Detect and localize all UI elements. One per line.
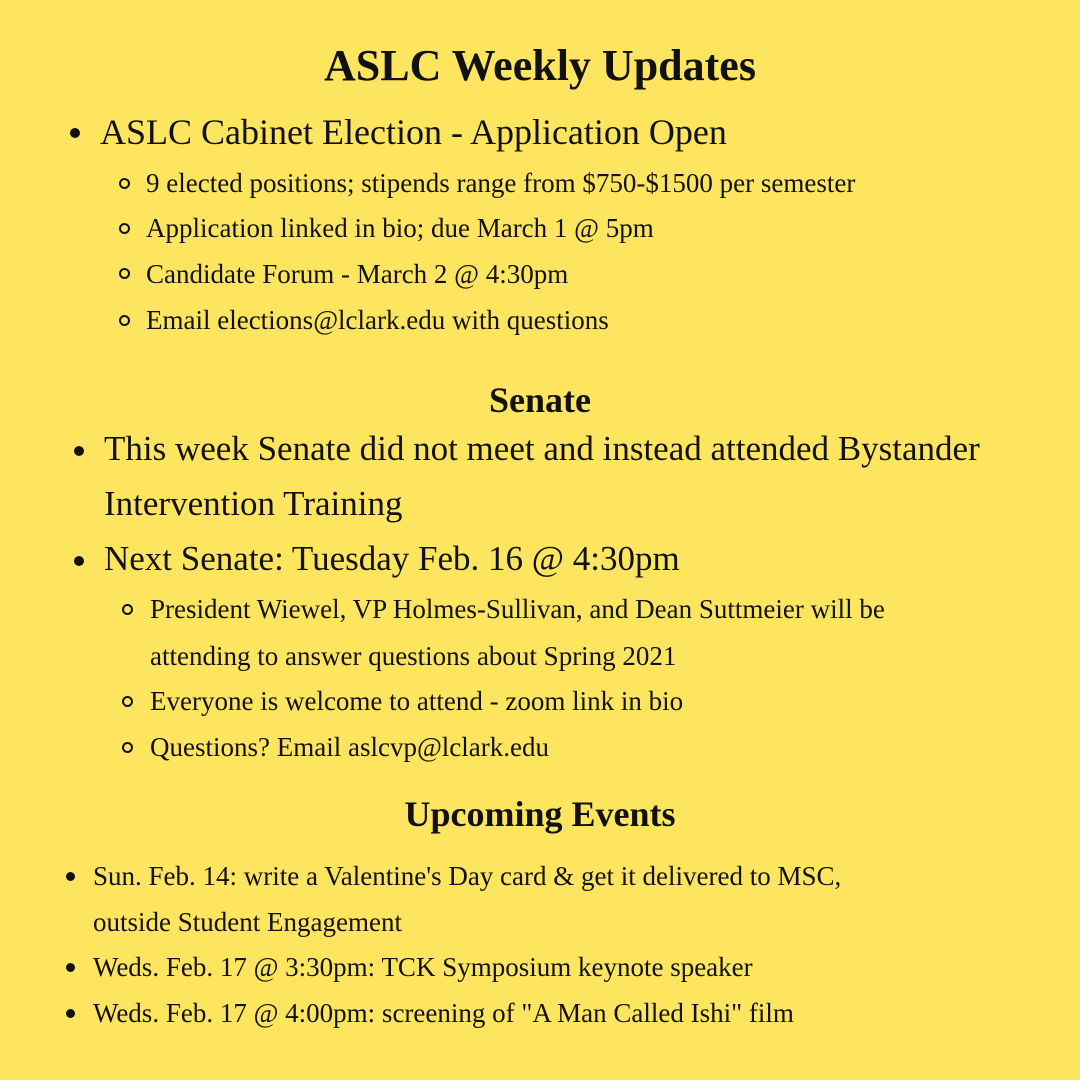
senate-subitem: Everyone is welcome to attend - zoom link in bio bbox=[150, 686, 684, 716]
bullet-icon bbox=[70, 128, 80, 138]
circle-bullet-icon bbox=[119, 178, 130, 189]
senate-subitem: Questions? Email aslcvp@lclark.edu bbox=[150, 732, 550, 762]
event-item-continued: outside Student Engagement bbox=[93, 907, 402, 937]
circle-bullet-icon bbox=[119, 223, 130, 234]
bullet-icon bbox=[74, 446, 84, 456]
circle-bullet-icon bbox=[119, 315, 130, 326]
circle-bullet-icon bbox=[122, 696, 133, 707]
circle-bullet-icon bbox=[119, 268, 130, 279]
bullet-icon bbox=[66, 872, 75, 881]
event-item: Weds. Feb. 17 @ 3:30pm: TCK Symposium keynote speaker bbox=[93, 952, 753, 982]
election-item: Email elections@lclark.edu with questions bbox=[146, 305, 609, 335]
senate-subitem-continued: attending to answer questions about Spring 2021 bbox=[150, 641, 677, 671]
senate-item: Next Senate: Tuesday Feb. 16 @ 4:30pm bbox=[104, 539, 680, 578]
senate-item: This week Senate did not meet and instead attended Bystander bbox=[104, 429, 980, 468]
senate-subitem: President Wiewel, VP Holmes-Sullivan, and Dean Suttmeier will be bbox=[150, 594, 885, 624]
event-item: Sun. Feb. 14: write a Valentine's Day card & get it delivered to MSC, bbox=[93, 861, 842, 891]
election-item: Candidate Forum - March 2 @ 4:30pm bbox=[146, 259, 569, 289]
senate-item-continued: Intervention Training bbox=[104, 484, 403, 523]
election-item: 9 elected positions; stipends range from $750-$1500 per semester bbox=[146, 168, 856, 198]
circle-bullet-icon bbox=[122, 742, 133, 753]
event-item: Weds. Feb. 17 @ 4:00pm: screening of "A Man Called Ishi" film bbox=[93, 998, 794, 1028]
page-title: ASLC Weekly Updates bbox=[324, 41, 756, 90]
circle-bullet-icon bbox=[122, 604, 133, 615]
senate-heading: Senate bbox=[489, 380, 591, 420]
bullet-icon bbox=[66, 1009, 75, 1018]
bullet-icon bbox=[74, 556, 84, 566]
bullet-icon bbox=[66, 963, 75, 972]
events-heading: Upcoming Events bbox=[404, 794, 676, 834]
election-item: Application linked in bio; due March 1 @ 5pm bbox=[146, 213, 654, 243]
election-heading: ASLC Cabinet Election - Application Open bbox=[100, 112, 727, 152]
